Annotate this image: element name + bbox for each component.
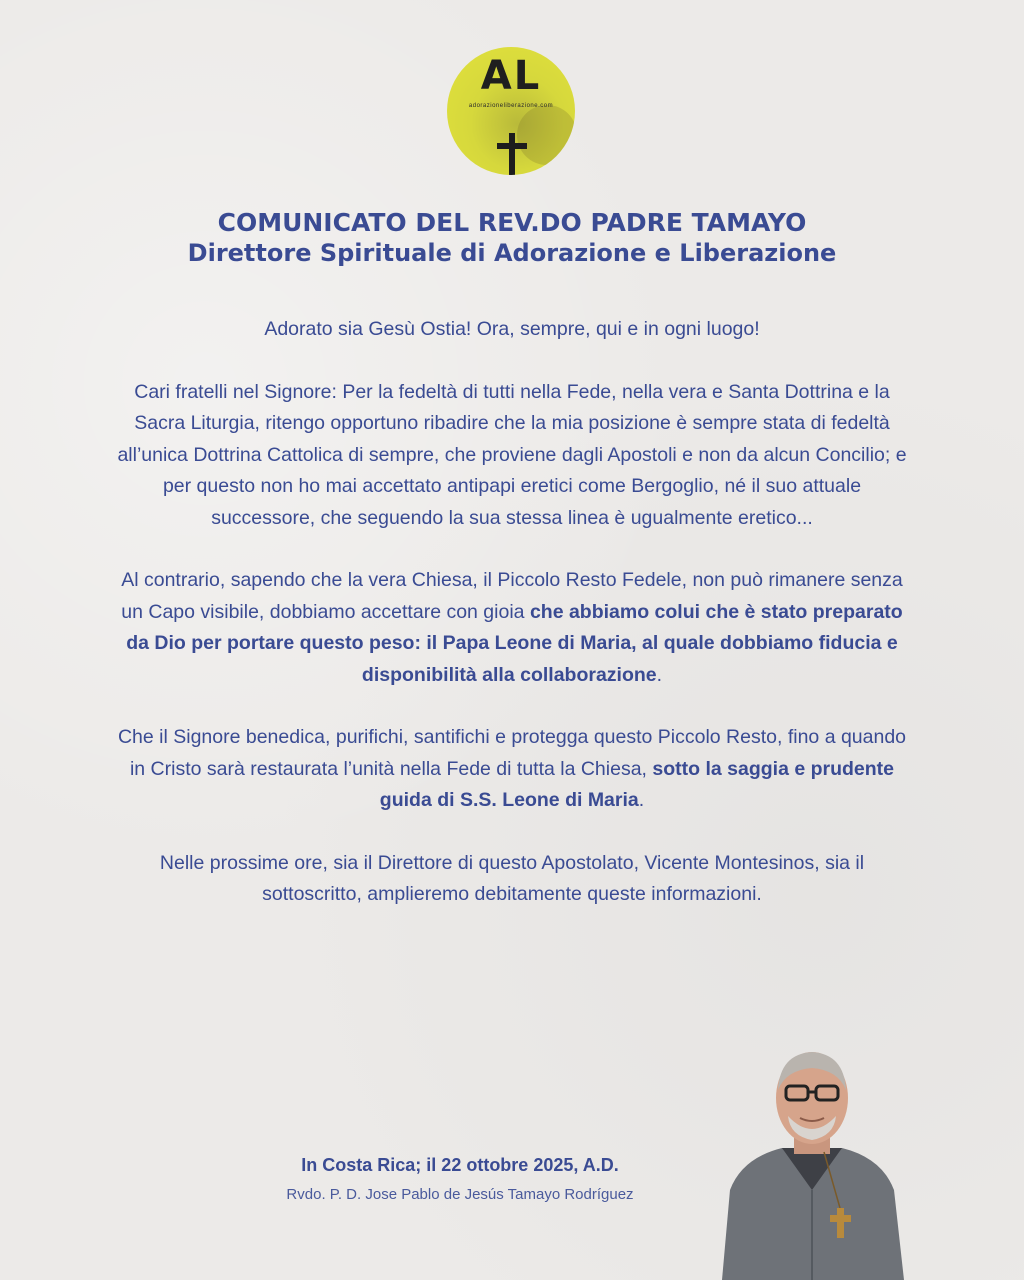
logo-image-shade [517,105,575,165]
paragraph-blessing-end: . [638,789,645,811]
cross-icon [509,133,515,175]
paragraph-pope-bold: che abbiamo colui che è stato preparato da Dio per portare questo peso: il Papa Leone di Maria, al quale dobbiamo fiducia e disponibilità alla collaborazione [126,600,903,686]
paragraph-pope [110,565,914,691]
signature-block [200,1152,720,1210]
logo-letters: AL [480,53,542,99]
title-line-1: COMUNICATO DEL REV.DO PADRE TAMAYO [217,208,807,237]
signature-name: Rvdo. P. D. Jose Pablo de Jesús Tamayo Rodríguez [286,1186,634,1203]
paragraph-blessing-text: Che il Signore benedica, purifichi, santifichi e protegga questo Piccolo Resto, fino a quando in Cristo sarà restaurata l’unità nella Fede di tutta la Chiesa, [117,726,907,780]
signature-date: In Costa Rica; il 22 ottobre 2025, A.D. [301,1155,619,1175]
paragraph-closing: Nelle prossime ore, sia il Direttore di questo Apostolato, Vicente Montesinos, sia il sottoscritto, amplieremo debitamente queste informazioni. [159,851,865,905]
cross-icon-bar [497,143,527,149]
priest-portrait [712,1040,912,1280]
paragraph-greeting: Adorato sia Gesù Ostia! Ora, sempre, qui e in ogni luogo! [264,318,760,340]
paragraph-pope-text: Al contrario, sapendo che la vera Chiesa, il Piccolo Resto Fedele, non può rimanere senza un Capo visibile, dobbiamo accettare con gioia [121,569,903,623]
paragraph-pope-end: . [656,663,663,686]
communique-body [110,314,914,942]
paragraph-doctrine: Cari fratelli nel Signore: Per la fedeltà di tutti nella Fede, nella vera e Santa Dottrina e la Sacra Liturgia, ritengo opportuno ribadire che la mia posizione è sempre stata di fedeltà all’unica Dottrina Cattolica di sempre, che proviene dagli Apostoli e non da alcun Concilio; e per questo non ho mai accettato antipapi eretici come Bergoglio, né il suo attuale successore, che seguendo la sua stessa linea è ugualmente eretico... [117,380,907,529]
paragraph-blessing [110,722,914,817]
logo-url: adorazioneliberazione.com [468,103,554,109]
paragraph-blessing-bold: sotto la saggia e prudente guida di S.S. Leone di Maria [379,757,895,811]
title-line-2: Direttore Spirituale di Adorazione e Liberazione [187,239,837,267]
page-title [60,208,964,268]
logo [447,47,575,175]
